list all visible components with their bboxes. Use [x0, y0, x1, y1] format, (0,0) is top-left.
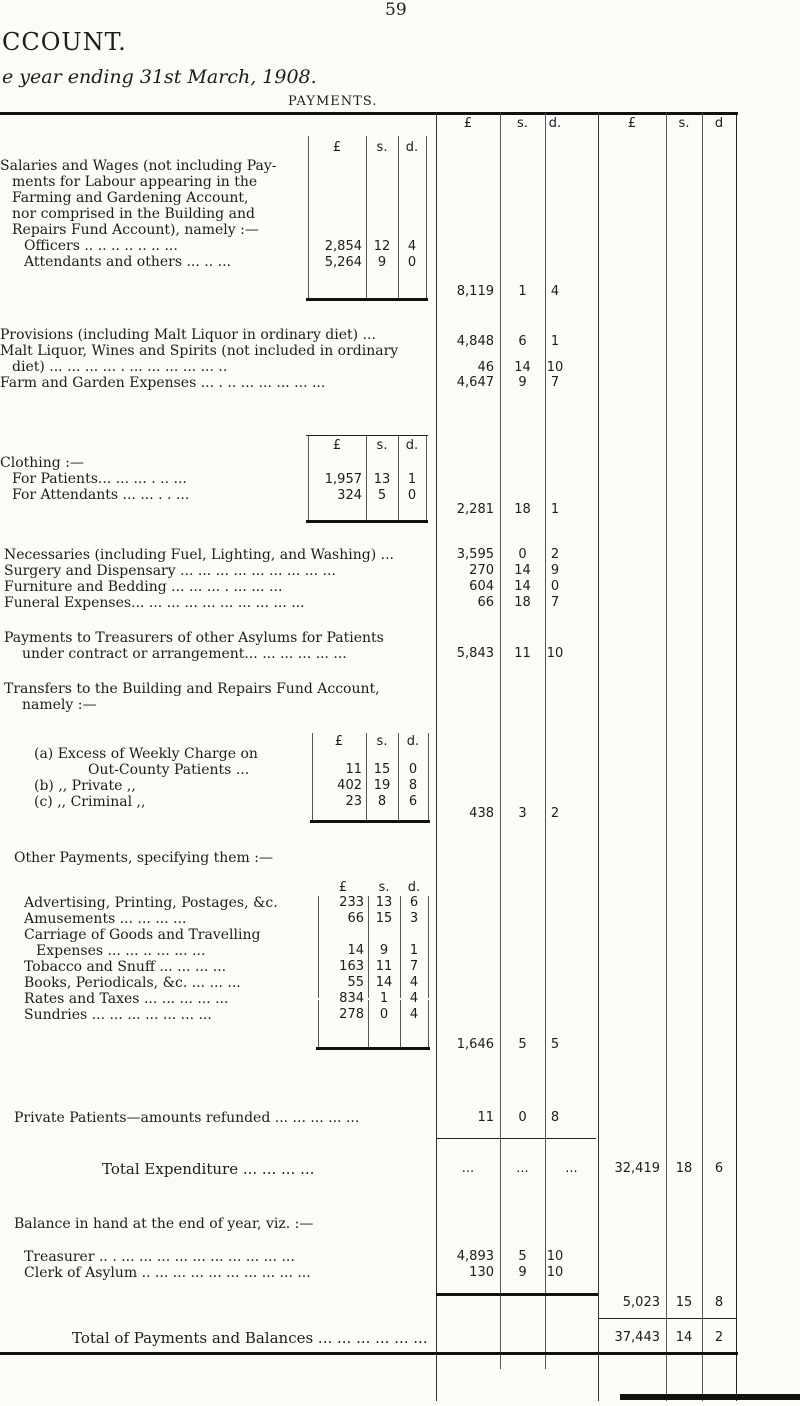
salaries-item-pounds: 5,264 [324, 255, 362, 270]
other-item-label: Rates and Taxes ... ... ... ... ... [24, 991, 229, 1007]
provisions-label: Provisions (including Malt Liquor in ordinary diet) ... [0, 327, 376, 343]
transfer-item-pence: 6 [408, 794, 418, 809]
other-payments-label: Other Payments, specifying them :— [14, 850, 273, 866]
funeral-label: Funeral Expenses... ... ... ... ... ... ... ... ... ... [4, 595, 305, 611]
other-item-shillings: 0 [379, 1007, 389, 1022]
other-item-pounds: 278 [339, 1007, 364, 1022]
transfer-item-pounds: 402 [337, 778, 362, 793]
necessaries-label: Necessaries (including Fuel, Lighting, and Washing) ... [4, 547, 394, 563]
salaries-label-1: Salaries and Wages (not including Pay- [0, 158, 277, 174]
sub-header-pounds: £ [332, 438, 342, 453]
column-rule-outer-d [702, 113, 703, 1401]
private-refund-shillings: 0 [518, 1110, 527, 1125]
other-total-shillings: 5 [518, 1037, 527, 1052]
salaries-item-label: Attendants and others ... .. ... [24, 254, 231, 270]
salaries-label-4: nor comprised in the Building and [12, 206, 255, 222]
col-header-outer-pounds: £ [627, 116, 637, 131]
subtable-rule [366, 136, 367, 300]
other-item-shillings: 13 [375, 895, 393, 910]
treasurers-label-2: under contract or arrangement... ... ... ... ... ... [22, 646, 347, 662]
balance-item-pence: 10 [546, 1265, 564, 1280]
sub-header-pence: d. [405, 438, 419, 453]
furniture-pounds: 604 [469, 579, 494, 594]
other-item-label: Tobacco and Snuff ... ... ... ... [24, 959, 227, 975]
private-refund-label: Private Patients—amounts refunded ... ... ... ... ... [14, 1110, 360, 1126]
transfers-total-pence: 2 [550, 806, 560, 821]
salaries-item-pence: 4 [407, 239, 417, 254]
balance-item-label: Treasurer .. . ... ... ... ... ... ... ... ... ... ... [24, 1249, 295, 1265]
other-item-pounds: 66 [347, 911, 364, 926]
salaries-label-3: Farming and Gardening Account, [12, 190, 249, 206]
other-total-pence: 5 [550, 1037, 560, 1052]
subtable-right-rule [428, 733, 429, 821]
sub-header-pounds: £ [334, 734, 344, 749]
balance-item-pounds: 4,893 [456, 1249, 494, 1264]
provisions-pounds: 4,848 [456, 334, 494, 349]
treasurers-pence: 10 [546, 646, 564, 661]
grand-total-label: Total of Payments and Balances ... ... ... ... ... ... [72, 1329, 428, 1347]
subtable-rule [400, 1000, 401, 1048]
subtable-right-rule [428, 896, 429, 998]
other-item-shillings: 15 [375, 911, 393, 926]
other-item-pence: 6 [409, 895, 419, 910]
transfers-label-1: Transfers to the Building and Repairs Fund Account, [4, 681, 380, 697]
column-rule-s [500, 113, 501, 1369]
clothing-total-pence: 1 [550, 502, 560, 517]
other-item-pence: 4 [409, 991, 419, 1006]
subtotal-rule [436, 1293, 598, 1296]
clothing-label: Clothing :— [0, 455, 84, 471]
salaries-label-2: ments for Labour appearing in the [12, 174, 258, 190]
top-rule [0, 112, 738, 115]
other-item-shillings: 1 [379, 991, 389, 1006]
transfer-item-pence: 8 [408, 778, 418, 793]
treasurers-pounds: 5,843 [456, 646, 494, 661]
subtable-rule [398, 136, 399, 300]
grand-total-shillings: 14 [675, 1330, 693, 1345]
page-title: CCOUNT. [2, 28, 127, 56]
clothing-item-label: For Attendants ... ... . . ... [12, 487, 190, 503]
salaries-total-pounds: 8,119 [456, 284, 494, 299]
col-header-pounds: £ [463, 116, 473, 131]
balance-label: Balance in hand at the end of year, viz. :— [14, 1216, 314, 1232]
subtable-left-rule [308, 136, 309, 300]
surgery-pounds: 270 [469, 563, 494, 578]
transfers-label-2: namely :— [22, 697, 97, 713]
malt-liquor-pence: 10 [546, 360, 564, 375]
salaries-item-pounds: 2,854 [324, 239, 362, 254]
surgery-pence: 9 [550, 563, 560, 578]
subtable-rule [368, 1000, 369, 1048]
funeral-pounds: 66 [477, 595, 494, 610]
sub-header-shillings: s. [376, 438, 388, 453]
other-item-pence: 1 [409, 943, 419, 958]
total-expenditure-pence: 6 [714, 1161, 724, 1176]
necessaries-shillings: 0 [518, 547, 527, 562]
other-item-label: Amusements ... ... ... ... [24, 911, 187, 927]
bottom-rule [0, 1352, 738, 1355]
total-expenditure-label: Total Expenditure ... ... ... ... [102, 1160, 315, 1178]
surgery-label: Surgery and Dispensary ... ... ... ... ... ... ... ... ... [4, 563, 336, 579]
col-header-outer-pence: d [714, 116, 724, 131]
malt-liquor-label-2: diet) ... ... ... ... . ... ... ... ... ... .. [12, 359, 228, 375]
subtable-bottom-rule [310, 820, 430, 823]
salaries-item-pence: 0 [407, 255, 417, 270]
transfers-total-pounds: 438 [469, 806, 494, 821]
sub-header-pence: d. [406, 734, 420, 749]
sub-header-pounds: £ [332, 140, 342, 155]
placeholder-dots: ... [516, 1161, 529, 1176]
column-rule-main [436, 113, 437, 1401]
subtable-bottom-rule [306, 520, 428, 523]
transfer-item-pence: 0 [408, 762, 418, 777]
necessaries-pence: 2 [550, 547, 560, 562]
subtable-top-rule [306, 435, 428, 436]
furniture-label: Furniture and Bedding ... ... ... . ... ... ... [4, 579, 283, 595]
other-item-pounds: 233 [339, 895, 364, 910]
right-edge-rule [736, 113, 737, 1401]
clothing-item-label: For Patients... ... ... . .. ... [12, 471, 187, 487]
farm-garden-shillings: 9 [518, 375, 527, 390]
other-item-pence: 3 [409, 911, 419, 926]
clothing-item-pounds: 324 [337, 488, 362, 503]
col-header-shillings: s. [517, 116, 528, 131]
subtable-right-rule [428, 1000, 429, 1048]
clothing-item-pounds: 1,957 [324, 472, 362, 487]
malt-liquor-pounds: 46 [477, 360, 494, 375]
other-item-label: Books, Periodicals, &c. ... ... ... [24, 975, 241, 991]
placeholder-dots: ... [461, 1161, 475, 1176]
col-header-outer-shillings: s. [678, 116, 690, 131]
salaries-total-shillings: 1 [518, 284, 527, 299]
other-item-pounds: 834 [339, 991, 364, 1006]
other-item-pounds: 55 [347, 975, 364, 990]
transfer-item-shillings: 15 [373, 762, 391, 777]
other-item-pounds: 14 [347, 943, 364, 958]
transfer-item-shillings: 19 [373, 778, 391, 793]
transfers-total-shillings: 3 [518, 806, 527, 821]
column-rule-outer [598, 113, 599, 1401]
private-refund-pounds: 11 [477, 1110, 494, 1125]
subtotal-rule [598, 1318, 736, 1319]
funeral-shillings: 18 [514, 595, 531, 610]
clothing-item-pence: 1 [407, 472, 417, 487]
salaries-item-shillings: 9 [377, 255, 387, 270]
balance-item-label: Clerk of Asylum .. ... ... ... ... ... ... ... ... ... [24, 1265, 311, 1281]
other-item-label: Expenses ... ... .. ... ... ... [36, 943, 206, 959]
subtable-bottom-rule [316, 1047, 430, 1050]
sub-header-pounds: £ [338, 880, 348, 895]
other-item-label: Sundries ... ... ... ... ... ... ... [24, 1007, 212, 1023]
other-item-shillings: 9 [379, 943, 389, 958]
salaries-label-5: Repairs Fund Account), namely :— [12, 222, 259, 238]
balance-total-pence: 8 [714, 1295, 724, 1310]
surgery-shillings: 14 [514, 563, 531, 578]
treasurers-shillings: 11 [514, 646, 531, 661]
malt-liquor-shillings: 14 [514, 360, 531, 375]
clothing-item-shillings: 13 [373, 472, 391, 487]
farm-garden-label: Farm and Garden Expenses ... . .. ... ... ... ... ... [0, 375, 326, 391]
private-refund-pence: 8 [550, 1110, 560, 1125]
grand-total-pounds: 37,443 [614, 1330, 660, 1345]
total-expenditure-pounds: 32,419 [614, 1161, 660, 1176]
balance-total-pounds: 5,023 [622, 1295, 660, 1310]
balance-total-shillings: 15 [675, 1295, 693, 1310]
salaries-total-pence: 4 [550, 284, 560, 299]
transfer-item-label: (b) ,, Private ,, [34, 778, 136, 794]
bottom-edge-shadow [620, 1394, 800, 1400]
clothing-item-pence: 0 [407, 488, 417, 503]
necessaries-pounds: 3,595 [456, 547, 494, 562]
other-total-pounds: 1,646 [456, 1037, 494, 1052]
balance-item-shillings: 9 [518, 1265, 527, 1280]
funeral-pence: 7 [550, 595, 560, 610]
other-item-label: Advertising, Printing, Postages, &c. [24, 895, 278, 911]
sub-header-shillings: s. [376, 734, 388, 749]
other-item-label: Carriage of Goods and Travelling [24, 927, 261, 943]
subtable-left-rule [318, 1000, 319, 1048]
sub-header-shillings: s. [376, 140, 388, 155]
clothing-total-pounds: 2,281 [456, 502, 494, 517]
page-number: 59 [385, 0, 407, 20]
sub-header-shillings: s. [378, 880, 390, 895]
col-header-pence: d. [548, 116, 562, 131]
placeholder-dots: ... [565, 1161, 578, 1176]
farm-garden-pence: 7 [550, 375, 560, 390]
farm-garden-pounds: 4,647 [456, 375, 494, 390]
transfer-item-pounds: 11 [345, 762, 362, 777]
section-title: PAYMENTS. [288, 94, 378, 109]
malt-liquor-label-1: Malt Liquor, Wines and Spirits (not included in ordinary [0, 343, 399, 359]
salaries-item-shillings: 12 [373, 239, 391, 254]
provisions-pence: 1 [550, 334, 560, 349]
other-item-pounds: 163 [339, 959, 364, 974]
clothing-item-shillings: 5 [377, 488, 387, 503]
other-item-pence: 7 [409, 959, 419, 974]
furniture-pence: 0 [550, 579, 560, 594]
other-item-shillings: 11 [375, 959, 393, 974]
treasurers-label-1: Payments to Treasurers of other Asylums for Patients [4, 630, 384, 646]
subtable-right-rule [426, 136, 427, 300]
transfer-item-label: (c) ,, Criminal ,, [34, 794, 146, 810]
subtable-right-rule [426, 436, 427, 522]
furniture-shillings: 14 [514, 579, 531, 594]
transfer-item-label: (a) Excess of Weekly Charge on [34, 746, 258, 762]
provisions-shillings: 6 [518, 334, 527, 349]
sub-header-pence: d. [407, 880, 421, 895]
balance-item-pence: 10 [546, 1249, 564, 1264]
salaries-item-label: Officers .. .. .. .. .. .. ... [24, 238, 178, 254]
sub-header-pence: d. [405, 140, 419, 155]
page-subtitle: e year ending 31st March, 1908. [2, 66, 317, 88]
transfer-item-label: Out-County Patients ... [88, 762, 250, 778]
other-item-shillings: 14 [375, 975, 393, 990]
balance-item-pounds: 130 [469, 1265, 494, 1280]
other-item-pence: 4 [409, 975, 419, 990]
clothing-total-shillings: 18 [514, 502, 531, 517]
transfer-item-shillings: 8 [377, 794, 387, 809]
grand-total-pence: 2 [714, 1330, 724, 1345]
other-item-pence: 4 [409, 1007, 419, 1022]
transfer-item-pounds: 23 [345, 794, 362, 809]
subtotal-rule [436, 1138, 596, 1139]
column-rule-outer-s [666, 113, 667, 1401]
subtable-bottom-rule [306, 298, 428, 301]
column-rule-d [545, 113, 546, 1369]
balance-item-shillings: 5 [518, 1249, 527, 1264]
total-expenditure-shillings: 18 [675, 1161, 693, 1176]
